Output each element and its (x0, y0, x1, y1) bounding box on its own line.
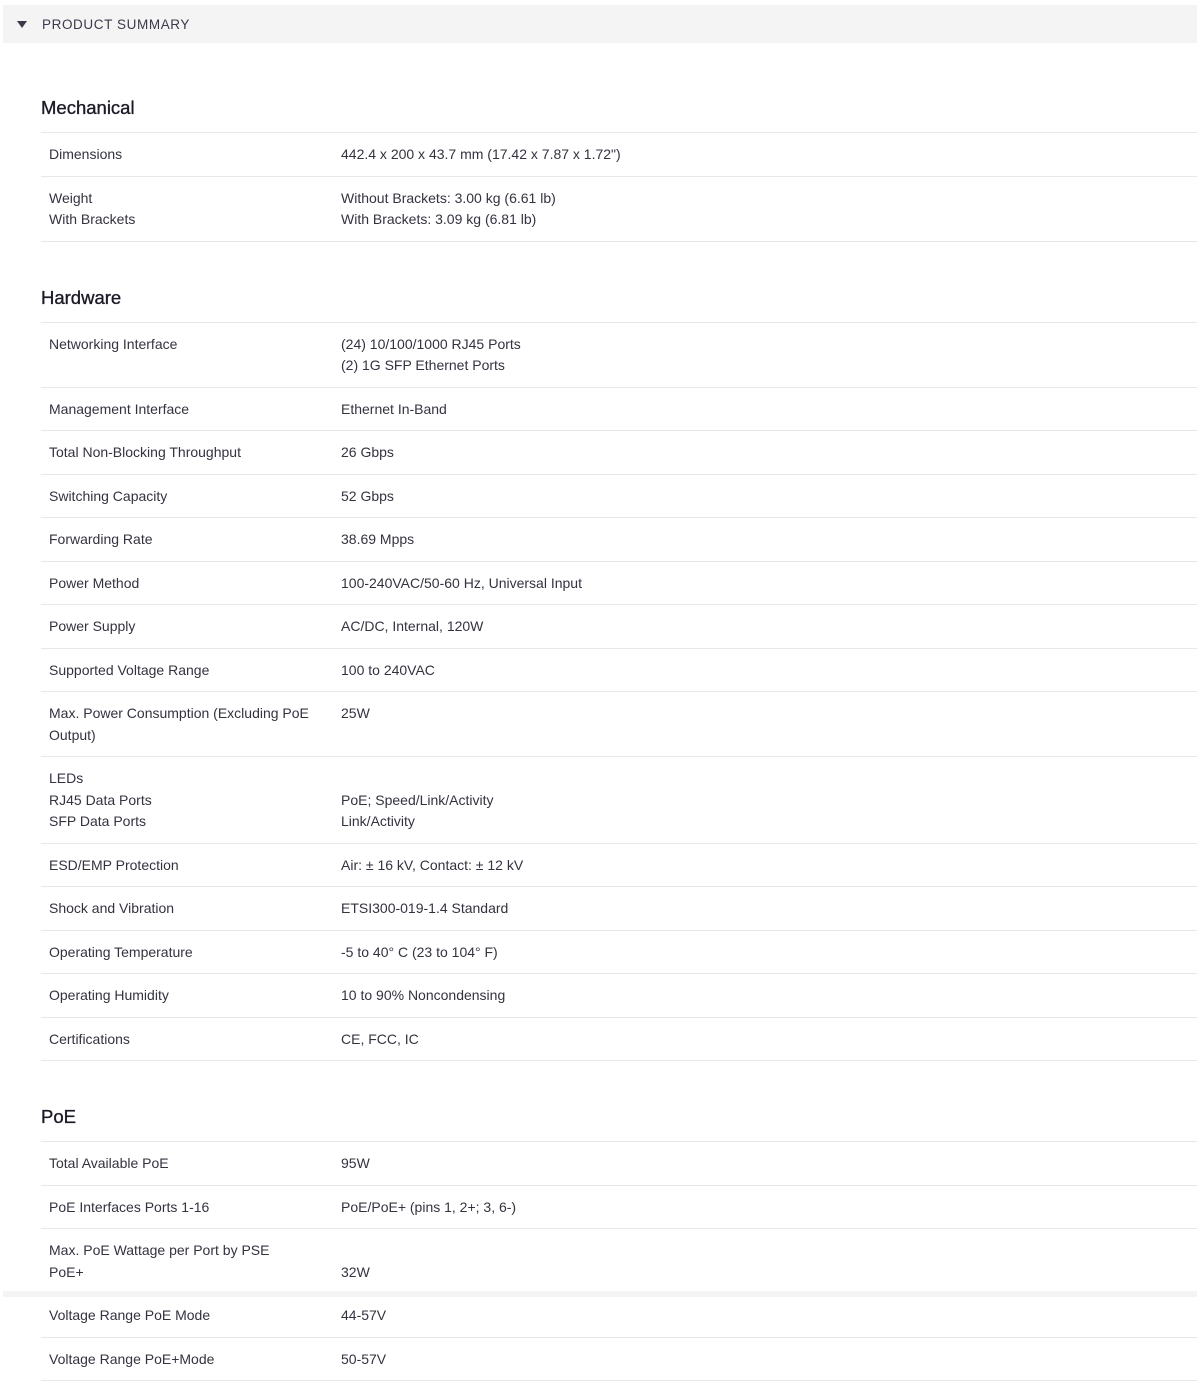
spec-label (41, 529, 341, 551)
spec-label-line: Max. Power Consumption (Excluding PoE Output) (49, 703, 321, 746)
spec-label (41, 768, 341, 833)
spec-label (41, 399, 341, 421)
spec-label-line: Voltage Range PoE Mode (49, 1305, 321, 1327)
spec-value-line: Ethernet In-Band (341, 399, 1197, 421)
spec-label (41, 660, 341, 682)
spec-value-line: 95W (341, 1153, 1197, 1175)
spec-label (41, 1240, 341, 1283)
spec-label-line: Voltage Range PoE+Mode (49, 1349, 321, 1371)
product-summary-title: PRODUCT SUMMARY (42, 17, 190, 32)
spec-label (41, 144, 341, 166)
spec-row (41, 431, 1197, 475)
spec-value-line: (24) 10/100/1000 RJ45 Ports (341, 334, 1197, 356)
spec-label-line: Total Available PoE (49, 1153, 321, 1175)
spec-value-line: 25W (341, 703, 1197, 725)
spec-value (341, 399, 1197, 421)
spec-value-line (341, 1240, 1197, 1262)
spec-value-line: 50-57V (341, 1349, 1197, 1371)
spec-value (341, 898, 1197, 920)
spec-label-line: Dimensions (49, 144, 321, 166)
spec-label (41, 1153, 341, 1175)
spec-label-line: PoE Interfaces Ports 1-16 (49, 1197, 321, 1219)
spec-value-line: 100-240VAC/50-60 Hz, Universal Input (341, 573, 1197, 595)
spec-label (41, 1349, 341, 1371)
spec-row (41, 887, 1197, 931)
spec-row (41, 757, 1197, 844)
spec-label-line: With Brackets (49, 209, 321, 231)
spec-value-line: 26 Gbps (341, 442, 1197, 464)
spec-label (41, 442, 341, 464)
spec-label (41, 334, 341, 377)
spec-row (41, 388, 1197, 432)
spec-value (341, 188, 1197, 231)
spec-value (341, 442, 1197, 464)
next-section-bar[interactable] (3, 1291, 1197, 1297)
spec-value (341, 1305, 1197, 1327)
spec-value-line: With Brackets: 3.09 kg (6.81 lb) (341, 209, 1197, 231)
spec-row (41, 1186, 1197, 1230)
spec-row (41, 931, 1197, 975)
spec-value-line: 44-57V (341, 1305, 1197, 1327)
spec-value (341, 942, 1197, 964)
spec-value (341, 1349, 1197, 1371)
spec-value-line: -5 to 40° C (23 to 104° F) (341, 942, 1197, 964)
spec-value-line: ETSI300-019-1.4 Standard (341, 898, 1197, 920)
spec-value (341, 703, 1197, 746)
spec-label-line: ESD/EMP Protection (49, 855, 321, 877)
spec-label (41, 1197, 341, 1219)
spec-label (41, 573, 341, 595)
spec-value-line: 38.69 Mpps (341, 529, 1197, 551)
spec-row (41, 475, 1197, 519)
spec-row (41, 692, 1197, 757)
section-title-hardware: Hardware (41, 242, 1197, 322)
spec-label (41, 898, 341, 920)
spec-row (41, 323, 1197, 388)
spec-row (41, 133, 1197, 177)
spec-row (41, 605, 1197, 649)
spec-value-line: PoE/PoE+ (pins 1, 2+; 3, 6-) (341, 1197, 1197, 1219)
spec-value (341, 660, 1197, 682)
spec-value-line: AC/DC, Internal, 120W (341, 616, 1197, 638)
spec-table-hardware (41, 322, 1197, 1062)
spec-label-line: Weight (49, 188, 321, 210)
spec-table-poe (41, 1141, 1197, 1381)
spec-row (41, 1142, 1197, 1186)
spec-row (41, 649, 1197, 693)
spec-label-line: Management Interface (49, 399, 321, 421)
spec-value (341, 768, 1197, 833)
spec-row (41, 974, 1197, 1018)
spec-value-line: PoE; Speed/Link/Activity (341, 790, 1197, 812)
spec-label-line: SFP Data Ports (49, 811, 321, 833)
spec-row (41, 177, 1197, 242)
spec-label-line: RJ45 Data Ports (49, 790, 321, 812)
spec-label-line: Operating Temperature (49, 942, 321, 964)
spec-value (341, 334, 1197, 377)
spec-row (41, 844, 1197, 888)
spec-value-line: 100 to 240VAC (341, 660, 1197, 682)
spec-label-line: Supported Voltage Range (49, 660, 321, 682)
spec-label (41, 188, 341, 231)
spec-value-line: 52 Gbps (341, 486, 1197, 508)
spec-value (341, 985, 1197, 1007)
spec-label-line: Total Non-Blocking Throughput (49, 442, 321, 464)
spec-value-line (341, 768, 1197, 790)
spec-label-line: Operating Humidity (49, 985, 321, 1007)
spec-label-line: LEDs (49, 768, 321, 790)
spec-value-line: (2) 1G SFP Ethernet Ports (341, 355, 1197, 377)
spec-label-line: Power Supply (49, 616, 321, 638)
spec-value-line: Air: ± 16 kV, Contact: ± 12 kV (341, 855, 1197, 877)
spec-value (341, 1197, 1197, 1219)
spec-value (341, 573, 1197, 595)
spec-label (41, 1305, 341, 1327)
spec-label (41, 486, 341, 508)
spec-row (41, 1018, 1197, 1062)
spec-value (341, 616, 1197, 638)
spec-row (41, 562, 1197, 606)
spec-value-line: 32W (341, 1262, 1197, 1284)
spec-table-mechanical (41, 132, 1197, 242)
spec-value-line: 442.4 x 200 x 43.7 mm (17.42 x 7.87 x 1.72") (341, 144, 1197, 166)
spec-value (341, 144, 1197, 166)
spec-label-line: PoE+ (49, 1262, 321, 1284)
spec-content (41, 44, 1197, 1381)
spec-label-line: Shock and Vibration (49, 898, 321, 920)
spec-row (41, 1338, 1197, 1381)
spec-label-line: Networking Interface (49, 334, 321, 356)
section-title-poe: PoE (41, 1061, 1197, 1141)
spec-value (341, 529, 1197, 551)
spec-row (41, 518, 1197, 562)
spec-label (41, 1029, 341, 1051)
spec-label-line: Certifications (49, 1029, 321, 1051)
spec-label-line: Switching Capacity (49, 486, 321, 508)
spec-label (41, 616, 341, 638)
spec-label-line: Power Method (49, 573, 321, 595)
spec-value (341, 1240, 1197, 1283)
spec-row (41, 1294, 1197, 1338)
spec-label-line: Max. PoE Wattage per Port by PSE (49, 1240, 321, 1262)
spec-label (41, 985, 341, 1007)
spec-label-line: Forwarding Rate (49, 529, 321, 551)
spec-value (341, 855, 1197, 877)
spec-value-line: CE, FCC, IC (341, 1029, 1197, 1051)
section-title-mechanical: Mechanical (41, 44, 1197, 132)
spec-value (341, 486, 1197, 508)
spec-value-line: Link/Activity (341, 811, 1197, 833)
spec-row (41, 1229, 1197, 1294)
spec-label (41, 703, 341, 746)
spec-value (341, 1153, 1197, 1175)
spec-value-line: 10 to 90% Noncondensing (341, 985, 1197, 1007)
product-summary-toggle[interactable] (3, 5, 1197, 43)
spec-value (341, 1029, 1197, 1051)
caret-down-icon (17, 21, 27, 28)
spec-label (41, 855, 341, 877)
spec-value-line: Without Brackets: 3.00 kg (6.61 lb) (341, 188, 1197, 210)
spec-label (41, 942, 341, 964)
